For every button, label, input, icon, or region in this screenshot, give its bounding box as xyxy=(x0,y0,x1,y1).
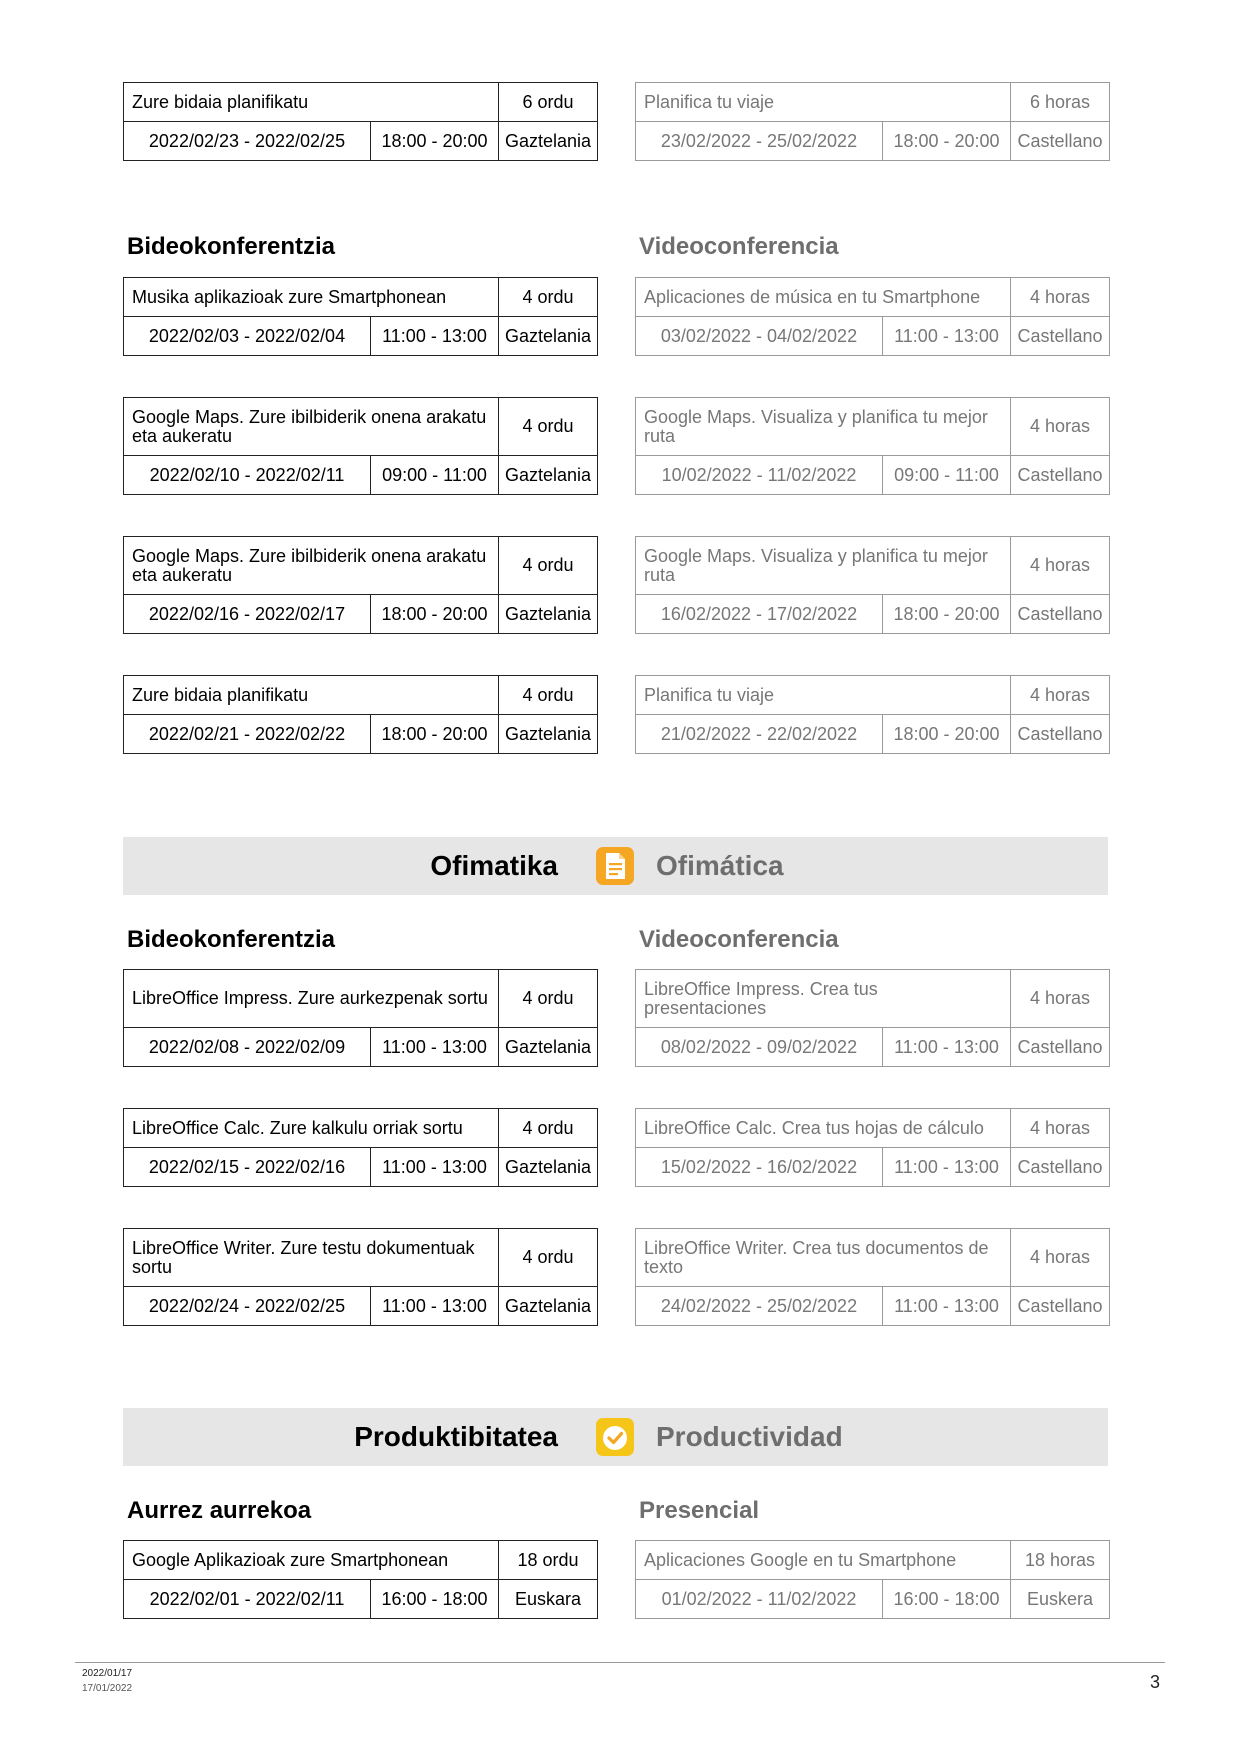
course-hours: 4 ordu xyxy=(499,1229,598,1287)
course-hours: 18 horas xyxy=(1011,1541,1110,1580)
course-time: 18:00 - 20:00 xyxy=(371,715,499,754)
course-card xyxy=(635,277,1110,356)
course-hours: 6 horas xyxy=(1011,83,1110,122)
course-language: Castellano xyxy=(1011,317,1110,356)
course-card xyxy=(123,536,598,634)
category-band-ofimatika xyxy=(123,837,1108,895)
course-title: Aplicaciones de música en tu Smartphone xyxy=(636,278,1011,317)
course-dates: 2022/02/23 - 2022/02/25 xyxy=(124,122,371,161)
course-time: 09:00 - 11:00 xyxy=(371,456,499,495)
course-title: Google Maps. Visualiza y planifica tu mejor ruta xyxy=(636,537,1011,595)
course-time: 18:00 - 20:00 xyxy=(883,715,1011,754)
course-card xyxy=(635,969,1110,1067)
course-time: 11:00 - 13:00 xyxy=(883,1148,1011,1187)
course-title: Google Maps. Zure ibilbiderik onena arakatu eta aukeratu xyxy=(124,398,499,456)
course-hours: 4 horas xyxy=(1011,1229,1110,1287)
course-title: LibreOffice Calc. Crea tus hojas de cálculo xyxy=(636,1109,1011,1148)
course-title: LibreOffice Impress. Crea tus presentaciones xyxy=(636,970,1011,1028)
course-card xyxy=(635,536,1110,634)
course-hours: 4 horas xyxy=(1011,398,1110,456)
category-title: Produktibitatea xyxy=(354,1421,558,1452)
course-hours: 4 ordu xyxy=(499,1109,598,1148)
course-card xyxy=(123,1228,598,1326)
section-heading: Videoconferencia xyxy=(639,233,839,260)
course-hours: 6 ordu xyxy=(499,83,598,122)
section-heading: Videoconferencia xyxy=(639,926,839,953)
course-time: 11:00 - 13:00 xyxy=(883,317,1011,356)
course-hours: 18 ordu xyxy=(499,1541,598,1580)
course-language: Castellano xyxy=(1011,122,1110,161)
course-dates: 16/02/2022 - 17/02/2022 xyxy=(636,595,883,634)
course-dates: 2022/02/16 - 2022/02/17 xyxy=(124,595,371,634)
course-hours: 4 horas xyxy=(1011,1109,1110,1148)
section-heading: Aurrez aurrekoa xyxy=(127,1497,312,1524)
course-hours: 4 horas xyxy=(1011,970,1110,1028)
course-card xyxy=(123,397,598,495)
course-language: Gaztelania xyxy=(499,595,598,634)
category-title: Ofimatika xyxy=(430,850,558,881)
course-card xyxy=(635,1540,1110,1619)
course-time: 11:00 - 13:00 xyxy=(371,1148,499,1187)
course-dates: 2022/02/24 - 2022/02/25 xyxy=(124,1287,371,1326)
course-dates: 24/02/2022 - 25/02/2022 xyxy=(636,1287,883,1326)
footer-divider xyxy=(75,1662,1165,1663)
course-title: Google Aplikazioak zure Smartphonean xyxy=(124,1541,499,1580)
course-language: Gaztelania xyxy=(499,1148,598,1187)
course-dates: 2022/02/15 - 2022/02/16 xyxy=(124,1148,371,1187)
section-heading: Bideokonferentzia xyxy=(127,926,336,953)
course-time: 18:00 - 20:00 xyxy=(371,595,499,634)
course-hours: 4 ordu xyxy=(499,970,598,1028)
course-title: LibreOffice Impress. Zure aurkezpenak sortu xyxy=(124,970,499,1028)
section-heading: Bideokonferentzia xyxy=(127,233,336,260)
course-time: 16:00 - 18:00 xyxy=(371,1580,499,1619)
checkmark-icon xyxy=(595,1417,635,1457)
course-language: Gaztelania xyxy=(499,715,598,754)
document-icon xyxy=(595,846,635,886)
course-time: 18:00 - 20:00 xyxy=(883,595,1011,634)
course-language: Gaztelania xyxy=(499,317,598,356)
course-time: 11:00 - 13:00 xyxy=(371,317,499,356)
course-time: 11:00 - 13:00 xyxy=(883,1028,1011,1067)
course-language: Castellano xyxy=(1011,456,1110,495)
course-card xyxy=(123,1540,598,1619)
footer-date: 2022/01/17 xyxy=(82,1668,133,1679)
course-language: Euskera xyxy=(1011,1580,1110,1619)
course-language: Gaztelania xyxy=(499,1287,598,1326)
course-title: LibreOffice Writer. Crea tus documentos de texto xyxy=(636,1229,1011,1287)
course-card xyxy=(123,82,598,161)
course-title: LibreOffice Calc. Zure kalkulu orriak sortu xyxy=(124,1109,499,1148)
course-dates: 01/02/2022 - 11/02/2022 xyxy=(636,1580,883,1619)
course-dates: 2022/02/03 - 2022/02/04 xyxy=(124,317,371,356)
course-dates: 15/02/2022 - 16/02/2022 xyxy=(636,1148,883,1187)
course-title: Planifica tu viaje xyxy=(636,83,1011,122)
course-title: Zure bidaia planifikatu xyxy=(124,83,499,122)
course-dates: 2022/02/08 - 2022/02/09 xyxy=(124,1028,371,1067)
course-dates: 21/02/2022 - 22/02/2022 xyxy=(636,715,883,754)
course-dates: 23/02/2022 - 25/02/2022 xyxy=(636,122,883,161)
course-language: Gaztelania xyxy=(499,456,598,495)
course-hours: 4 horas xyxy=(1011,676,1110,715)
course-dates: 10/02/2022 - 11/02/2022 xyxy=(636,456,883,495)
course-title: Planifica tu viaje xyxy=(636,676,1011,715)
course-language: Castellano xyxy=(1011,1287,1110,1326)
course-title: LibreOffice Writer. Zure testu dokumentuak sortu xyxy=(124,1229,499,1287)
footer-date: 17/01/2022 xyxy=(82,1683,133,1694)
course-language: Gaztelania xyxy=(499,122,598,161)
course-time: 11:00 - 13:00 xyxy=(371,1287,499,1326)
course-hours: 4 ordu xyxy=(499,676,598,715)
course-time: 18:00 - 20:00 xyxy=(883,122,1011,161)
course-language: Castellano xyxy=(1011,1148,1110,1187)
course-time: 11:00 - 13:00 xyxy=(883,1287,1011,1326)
category-title: Ofimática xyxy=(656,850,784,881)
course-card xyxy=(123,675,598,754)
course-card xyxy=(123,1108,598,1187)
course-hours: 4 ordu xyxy=(499,278,598,317)
page-number: 3 xyxy=(1150,1672,1161,1692)
course-time: 16:00 - 18:00 xyxy=(883,1580,1011,1619)
course-language: Castellano xyxy=(1011,715,1110,754)
course-card xyxy=(635,397,1110,495)
course-card xyxy=(635,1228,1110,1326)
course-time: 18:00 - 20:00 xyxy=(371,122,499,161)
course-card xyxy=(123,277,598,356)
course-title: Aplicaciones Google en tu Smartphone xyxy=(636,1541,1011,1580)
course-dates: 2022/02/01 - 2022/02/11 xyxy=(124,1580,371,1619)
course-time: 11:00 - 13:00 xyxy=(371,1028,499,1067)
course-time: 09:00 - 11:00 xyxy=(883,456,1011,495)
course-hours: 4 horas xyxy=(1011,537,1110,595)
course-title: Google Maps. Visualiza y planifica tu mejor ruta xyxy=(636,398,1011,456)
course-title: Google Maps. Zure ibilbiderik onena arakatu eta aukeratu xyxy=(124,537,499,595)
course-card xyxy=(123,969,598,1067)
course-hours: 4 ordu xyxy=(499,537,598,595)
course-hours: 4 horas xyxy=(1011,278,1110,317)
course-language: Gaztelania xyxy=(499,1028,598,1067)
section-heading: Presencial xyxy=(639,1497,760,1524)
course-dates: 03/02/2022 - 04/02/2022 xyxy=(636,317,883,356)
category-band-produktibitatea xyxy=(123,1408,1108,1466)
course-dates: 2022/02/21 - 2022/02/22 xyxy=(124,715,371,754)
course-dates: 08/02/2022 - 09/02/2022 xyxy=(636,1028,883,1067)
course-language: Castellano xyxy=(1011,595,1110,634)
course-language: Euskara xyxy=(499,1580,598,1619)
course-hours: 4 ordu xyxy=(499,398,598,456)
course-title: Zure bidaia planifikatu xyxy=(124,676,499,715)
course-title: Musika aplikazioak zure Smartphonean xyxy=(124,278,499,317)
course-card xyxy=(635,82,1110,161)
course-card xyxy=(635,1108,1110,1187)
category-title: Productividad xyxy=(656,1421,843,1452)
course-dates: 2022/02/10 - 2022/02/11 xyxy=(124,456,371,495)
course-card xyxy=(635,675,1110,754)
course-language: Castellano xyxy=(1011,1028,1110,1067)
